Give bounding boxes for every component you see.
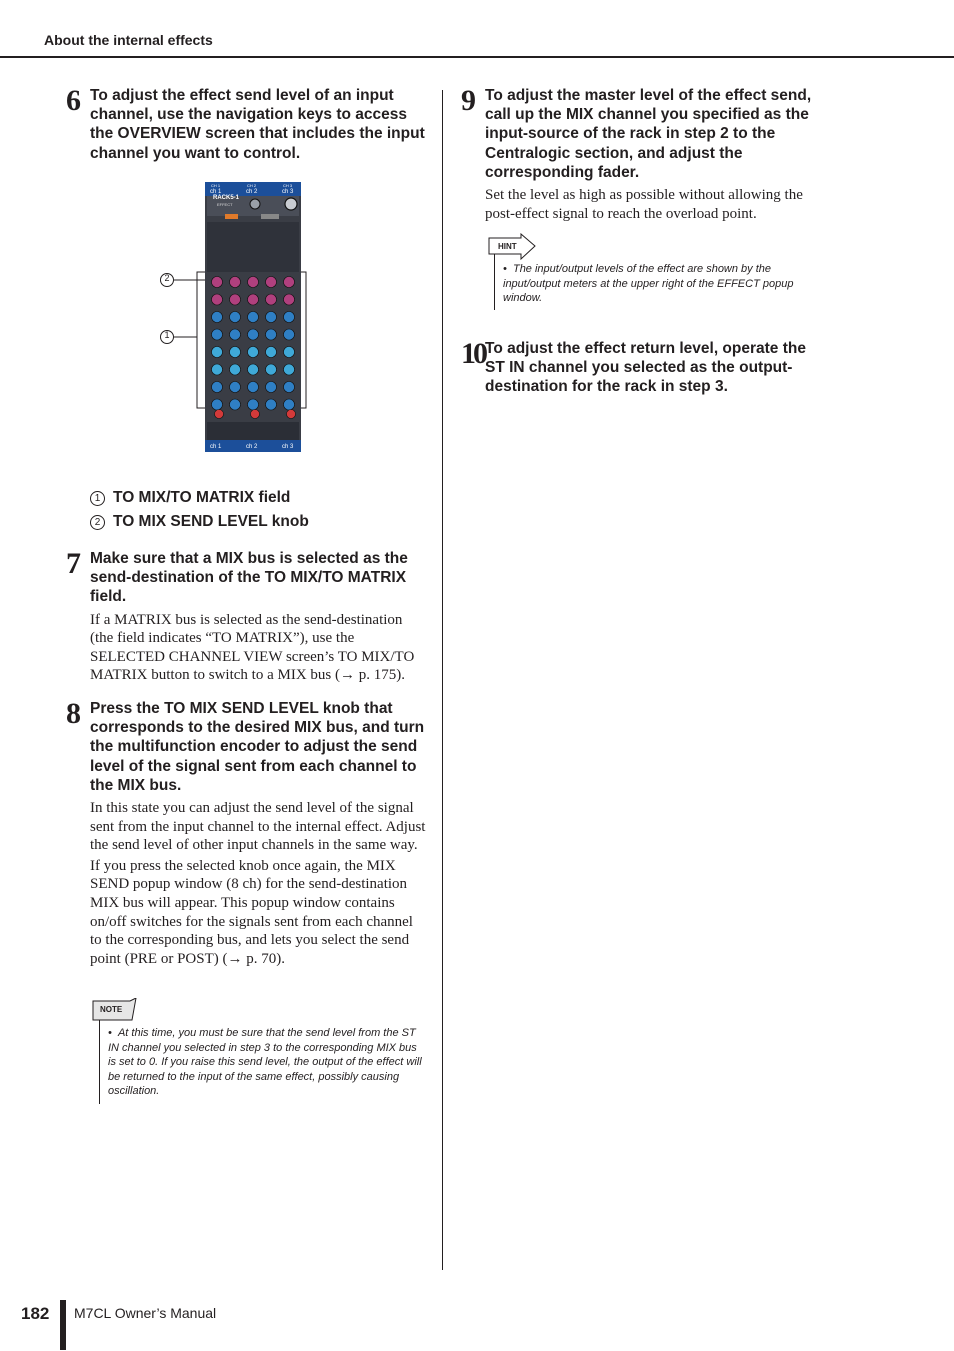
callout-text: TO MIX/TO MATRIX field xyxy=(113,489,291,506)
on-button[interactable] xyxy=(287,410,296,419)
send-level-knob[interactable] xyxy=(230,347,241,358)
callout-label-1: 1 xyxy=(164,330,170,340)
bottom-area xyxy=(207,422,299,440)
send-level-knob[interactable] xyxy=(212,364,223,375)
channel-tab-2[interactable]: ch 2 xyxy=(246,189,258,195)
footer-bar xyxy=(60,1300,66,1350)
hint-text: • The input/output levels of the effect are shown by the input/output meters at the upper right of the EFFECT popup window. xyxy=(503,263,794,304)
rack-knob-right xyxy=(285,198,297,210)
screenshot-graphics xyxy=(205,182,301,452)
send-level-knob[interactable] xyxy=(266,364,277,375)
note-tag xyxy=(92,998,140,1027)
step-body xyxy=(90,611,426,685)
callout-item-1 xyxy=(90,489,290,507)
channel-tab-1[interactable]: ch 1 xyxy=(210,189,222,195)
send-level-knob[interactable] xyxy=(284,277,295,288)
send-level-knob[interactable] xyxy=(284,312,295,323)
send-level-knob[interactable] xyxy=(248,347,259,358)
on-button[interactable] xyxy=(215,410,224,419)
rack-sublabel: EFFECT xyxy=(217,202,233,207)
callout-mark: 1 xyxy=(90,491,105,506)
step-number: 7 xyxy=(66,547,81,580)
send-level-knob[interactable] xyxy=(266,399,277,410)
step-body xyxy=(90,799,426,968)
step-9 xyxy=(461,86,821,225)
step-paragraph: If a MATRIX bus is selected as the send-destination (the field indicates “TO MATRIX”), use the SELECTED CHANNEL VIEW screen’s TO MIX/TO MATRIX button to switch to a MIX bus (→ p. 175). xyxy=(90,611,415,684)
note-tag-label: NOTE xyxy=(100,1005,123,1014)
callout-item-2 xyxy=(90,513,309,531)
send-level-knob[interactable] xyxy=(248,277,259,288)
top-label-3: CH 3 xyxy=(283,183,293,188)
channel-bottom-1[interactable]: ch 1 xyxy=(210,444,222,450)
step-8 xyxy=(66,699,426,970)
step-number: 9 xyxy=(461,84,476,117)
step-paragraph: Set the level as high as possible without allowing the post-effect signal to reach the overload point. xyxy=(485,187,803,222)
step-number: 10 xyxy=(461,337,485,370)
on-button[interactable] xyxy=(251,410,260,419)
page-number: 182 xyxy=(21,1304,50,1323)
send-level-knob[interactable] xyxy=(248,364,259,375)
step-heading: To adjust the master level of the effect send, call up the MIX channel you specified as the input-source of the rack in step 2 to the Centralogic section, and adjust the corresponding fader. xyxy=(485,87,812,181)
channel-bottom-3[interactable]: ch 3 xyxy=(282,444,294,450)
channel-bottom-2[interactable]: ch 2 xyxy=(246,444,258,450)
send-level-knob[interactable] xyxy=(248,294,259,305)
send-level-knob[interactable] xyxy=(266,312,277,323)
hint-tag-label: HINT xyxy=(498,242,517,251)
step-number: 8 xyxy=(66,697,81,730)
send-level-knob[interactable] xyxy=(212,399,223,410)
send-level-knob[interactable] xyxy=(230,382,241,393)
column-divider xyxy=(442,90,443,1270)
step-heading: Make sure that a MIX bus is selected as the send-destination of the TO MIX/TO MATRIX field. xyxy=(90,550,408,606)
send-level-knob[interactable] xyxy=(284,347,295,358)
send-level-knob[interactable] xyxy=(230,329,241,340)
step-10 xyxy=(461,339,821,397)
rack-knob-left xyxy=(250,199,260,209)
send-level-knob[interactable] xyxy=(248,382,259,393)
hint-tag xyxy=(488,233,538,266)
send-level-knob[interactable] xyxy=(266,277,277,288)
header-rule xyxy=(0,56,954,58)
send-level-knob[interactable] xyxy=(284,382,295,393)
send-level-knob[interactable] xyxy=(248,312,259,323)
channel-tab-3[interactable]: ch 3 xyxy=(282,189,294,195)
step-number: 6 xyxy=(66,84,81,117)
rack-label: RACK5-1 xyxy=(213,195,240,201)
send-level-knob[interactable] xyxy=(212,294,223,305)
send-level-knob[interactable] xyxy=(266,382,277,393)
send-level-knob[interactable] xyxy=(212,277,223,288)
console-screenshot xyxy=(205,182,301,452)
callout-label-2: 2 xyxy=(164,273,170,283)
step-heading: To adjust the effect send level of an input channel, use the navigation keys to access the OVERVIEW screen that includes the input channel you want to control. xyxy=(90,87,425,162)
send-level-knob[interactable] xyxy=(266,329,277,340)
send-level-knob[interactable] xyxy=(248,329,259,340)
grey-indicator xyxy=(261,214,279,219)
step-7 xyxy=(66,549,426,687)
callout-text: TO MIX SEND LEVEL knob xyxy=(113,513,309,530)
send-level-knob[interactable] xyxy=(284,364,295,375)
send-level-knob[interactable] xyxy=(212,312,223,323)
top-label-1: CH 1 xyxy=(211,183,221,188)
send-level-knob[interactable] xyxy=(230,364,241,375)
send-level-knob[interactable] xyxy=(248,399,259,410)
send-level-knob[interactable] xyxy=(230,277,241,288)
send-level-knob[interactable] xyxy=(230,294,241,305)
note-text: • At this time, you must be sure that the send level from the ST IN channel you selected in step 3 to the corresponding MIX bus is set to 0. If you raise this send level, the output of the effect will be returned to the input of the same effect, possibly causing oscillation. xyxy=(108,1027,422,1097)
send-level-knob[interactable] xyxy=(266,294,277,305)
step-body xyxy=(485,186,821,223)
callout-mark: 2 xyxy=(90,515,105,530)
note-body: At this time, you must be sure that the send level from the ST IN channel you selected in step 3 to the corresponding MIX bus is set to 0. If you raise this send level, the output of the effect will be returned to the input of the same effect, possibly causing oscillation. xyxy=(108,1027,422,1097)
send-level-knob[interactable] xyxy=(284,329,295,340)
note-box xyxy=(99,1016,425,1104)
step-heading: To adjust the effect return level, operate the ST IN channel you selected as the output-destination for the rack in step 3. xyxy=(485,340,806,396)
send-level-knob[interactable] xyxy=(212,347,223,358)
send-level-knob[interactable] xyxy=(284,294,295,305)
step-paragraph: If you press the selected knob once again, the MIX SEND popup window (8 ch) for the send-destination MIX bus will appear. This popup window contains on/off switches for the signals sent from each channel to the corresponding bus, and lets you select the send point (PRE or POST) (→ p. 70). xyxy=(90,857,413,967)
send-level-knob[interactable] xyxy=(266,347,277,358)
hint-box xyxy=(494,252,815,310)
step-heading: Press the TO MIX SEND LEVEL knob that corresponds to the desired MIX bus, and turn the multifunction encoder to adjust the send level of the signal sent from each channel to the MIX bus. xyxy=(90,700,425,794)
step-6 xyxy=(66,86,426,163)
send-level-knob[interactable] xyxy=(212,329,223,340)
send-level-knob[interactable] xyxy=(284,399,295,410)
orange-indicator xyxy=(225,214,238,219)
manual-title: M7CL Owner’s Manual xyxy=(74,1305,217,1321)
running-header: About the internal effects xyxy=(44,32,213,48)
send-level-knob[interactable] xyxy=(230,312,241,323)
step-paragraph: In this state you can adjust the send level of the signal sent from the input channel to the internal effect. Adjust the send level of other input channels in the same way. xyxy=(90,800,426,854)
top-label-2: CH 2 xyxy=(247,183,257,188)
send-level-knob[interactable] xyxy=(230,399,241,410)
mid-area xyxy=(207,222,299,272)
hint-body: The input/output levels of the effect are shown by the input/output meters at the upper right of the EFFECT popup window. xyxy=(503,263,794,304)
send-level-knob[interactable] xyxy=(212,382,223,393)
